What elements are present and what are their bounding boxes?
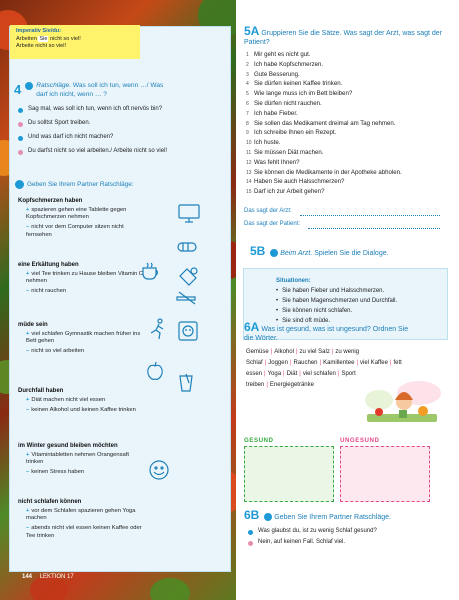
sentence-item (246, 111, 298, 117)
sentence-number: 12 (246, 159, 252, 166)
situations-label: Situationen: (276, 278, 311, 284)
doctor-answer-line[interactable] (300, 215, 440, 216)
word-chip[interactable]: Gemüse (246, 349, 269, 355)
dialogue-text: Nein, auf keinen Fall. Schlaf viel. (258, 539, 346, 545)
exercise-title: Spielen Sie die Dialoge. (312, 250, 389, 257)
sentence-text: Ich schreibe Ihnen ein Rezept. (254, 129, 337, 137)
exercise-number: 4 (14, 82, 22, 97)
imperative-line-1: Arbeiten Sie nicht so viel! (16, 35, 81, 42)
gesund-drop-area[interactable] (244, 446, 334, 502)
advice-item (26, 271, 144, 286)
lesson-label: LEKTION 17 (39, 574, 74, 580)
dialogue-line (18, 134, 188, 142)
sentence-text: Haben Sie auch Halsschmerzen? (254, 178, 345, 186)
word-separator: | (299, 371, 301, 378)
sentence-text: Sie müssen Diät machen. (254, 149, 324, 156)
sentence-text: Was fehlt Ihnen? (254, 158, 300, 166)
advice-text: nicht rauchen (31, 288, 67, 295)
exercise-4-heading (14, 82, 176, 99)
sentence-text: Ich habe Kopfschmerzen. (254, 60, 324, 68)
situation-item: • Sie haben Magenschmerzen und Durchfall. (276, 298, 397, 304)
word-separator: | (356, 360, 359, 367)
speaker-dot (18, 136, 23, 141)
right-page (236, 0, 459, 600)
pill-icon (176, 240, 198, 254)
running-person-icon (146, 318, 168, 340)
exercise-5a-heading (244, 24, 449, 48)
exercise-title: Was soll ich tun, wenn …/ Was darf ich nicht, wenn … ? (36, 82, 164, 98)
sentence-number: 8 (246, 120, 249, 127)
dialogue-line (18, 106, 188, 114)
plus-icon: + (26, 207, 30, 213)
sentence-text: Ich huste. (254, 139, 281, 147)
sentence-item (246, 91, 352, 97)
advice-item (26, 207, 144, 222)
smiley-icon (148, 459, 170, 481)
word-chip[interactable]: Kamillentee (323, 360, 355, 367)
word-separator: | (270, 349, 273, 355)
sentence-text: Wie lange muss ich im Bett bleiben? (254, 90, 353, 98)
word-separator: | (264, 371, 266, 378)
advice-text: nicht so viel arbeiten (31, 348, 85, 355)
dialogue-text: Du solltst Sport treiben. (28, 120, 91, 126)
advice-item (26, 525, 144, 540)
plus-icon: + (26, 452, 30, 458)
word-chip[interactable]: fett essen (246, 360, 402, 378)
word-chip[interactable]: zu wenig Schlaf (246, 349, 360, 367)
sentence-text: Sie dürfen keinen Kaffee trinken. (254, 80, 343, 88)
woman-with-food-illustration (359, 380, 445, 432)
advice-text: Diät machen nicht viel essen (31, 397, 106, 403)
imperative-title: Imperativ Sie/du: (16, 28, 62, 34)
ungesund-label: UNGESUND (340, 437, 380, 444)
page-number: 144 (22, 574, 33, 580)
sentence-number: 14 (246, 179, 252, 186)
advice-text: spazieren gehen eine Tablette gegen Kopfschmerzen nehmen (26, 207, 127, 221)
word-separator: | (331, 349, 334, 355)
minus-icon: – (26, 469, 30, 476)
advice-text: abends nicht viel essen keinen Kaffee oder Tee trinken (26, 525, 142, 539)
word-separator: | (289, 360, 292, 367)
exercise-number: 5A (244, 24, 260, 38)
plus-icon: + (26, 331, 30, 337)
sentence-number: 6 (246, 101, 249, 107)
plus-icon: + (26, 397, 30, 403)
word-chip[interactable]: Sport treiben (246, 371, 356, 389)
category-heading: Kopfschmerzen haben (18, 198, 83, 204)
word-chip[interactable]: Joggen (268, 360, 288, 367)
audio-icon[interactable] (25, 82, 33, 90)
advice-item (26, 407, 144, 414)
dialogue-line (248, 528, 377, 536)
sentence-number: 5 (246, 91, 249, 98)
exercise-number: 5B (250, 244, 266, 258)
word-separator: | (337, 371, 340, 378)
category-heading: müde sein (18, 322, 48, 328)
patient-answer-line[interactable] (308, 228, 440, 229)
exercise-6a-heading (244, 320, 419, 344)
speaker-dot (18, 108, 23, 113)
speech-icon (264, 513, 272, 521)
category-heading: im Winter gesund bleiben möchten (18, 443, 118, 449)
exercise-title: Gruppieren Sie die Sätze. Was sagt der Arzt, was sagt der Patient? (244, 30, 443, 46)
word-chip[interactable]: Energiegetränke (269, 382, 314, 389)
speaker-dot (248, 530, 253, 535)
imperative-highlight: Sie (39, 35, 48, 42)
dialogue-text: Was glaubst du, ist zu wenig Schlaf gesund? (258, 528, 377, 534)
advice-item (26, 348, 144, 355)
apple-icon (145, 361, 165, 381)
sentence-text: Darf ich zur Arbeit gehen? (254, 188, 325, 196)
word-separator: | (389, 360, 392, 367)
advice-text: keinen Stress haben (31, 469, 85, 476)
speaker-dot (18, 122, 23, 127)
imperative-line-2: Arbeite nicht so viel! (16, 43, 67, 50)
sentence-number: 7 (246, 110, 249, 117)
advice-text: viel schlafen Gymnastik machen früher ins Bett gehen (26, 331, 141, 345)
exercise-title: Geben Sie Ihrem Partner Ratschläge. (274, 514, 391, 521)
sentence-text: Mir geht es nicht gut. (254, 51, 311, 58)
sentence-item (246, 160, 300, 166)
category-heading: Durchfall haben (18, 388, 64, 394)
sentence-number: 1 (246, 52, 249, 58)
minus-icon: – (26, 288, 30, 295)
speaker-dot (248, 541, 253, 546)
word-chip[interactable]: viel schlafen (302, 371, 336, 378)
computer-icon (177, 203, 201, 225)
sentence-item (246, 150, 323, 156)
word-separator: | (283, 371, 285, 378)
sentence-item (246, 52, 311, 58)
word-separator: | (295, 349, 298, 355)
sentence-number: 2 (246, 61, 249, 68)
sentence-item (246, 179, 344, 185)
dialogue-line (18, 148, 188, 156)
imperative-box (10, 25, 140, 59)
sentence-item (246, 130, 336, 136)
sentence-item (246, 72, 300, 78)
advice-item (26, 331, 144, 346)
sentence-number: 13 (246, 169, 252, 176)
sentence-number: 10 (246, 140, 252, 147)
advice-item (26, 508, 144, 523)
advice-item (26, 288, 144, 295)
category-heading: nicht schlafen können (18, 499, 82, 505)
dialogue-line (248, 539, 345, 547)
advice-item (26, 397, 144, 404)
sentence-number: 15 (246, 189, 252, 196)
word-separator: | (319, 360, 322, 367)
situation-item: • Sie haben Fieber und Halsschmerzen. (276, 288, 384, 294)
dialogue-line (18, 120, 188, 128)
exercise-title-italic: Ratschläge. (36, 82, 72, 89)
greens-decor-2 (150, 578, 190, 600)
ungesund-drop-area[interactable] (340, 446, 430, 502)
advice-item (26, 452, 144, 467)
exercise-title: Was ist gesund, was ist ungesund? Ordnen Sie die Wörter. (244, 326, 409, 342)
audio-icon[interactable] (270, 249, 278, 257)
dialogue-text: Sag mal, was soll ich tun, wenn ich oft nervös bin? (28, 106, 163, 112)
juice-glass-icon (177, 373, 195, 393)
word-separator: | (266, 382, 268, 389)
exercise-title-italic: Beim Arzt. (280, 250, 313, 257)
situation-item: • Sie können nicht schlafen. (276, 308, 352, 314)
advice-text: keinen Alkohol und keinen Kaffee trinken (31, 406, 136, 413)
sentence-item (246, 121, 395, 127)
tea-cup-icon (140, 262, 162, 280)
sentence-number: 9 (246, 130, 249, 137)
category-heading: eine Erkältung haben (18, 262, 79, 268)
minus-icon: – (26, 224, 30, 231)
advice-text: viel Tee trinken zu Hause bleiben Vitamin C nehmen (26, 271, 143, 285)
advice-text: vor dem Schlafen spazieren gehen Yoga machen (26, 508, 136, 522)
sentence-item (246, 81, 342, 87)
minus-icon: – (26, 348, 30, 355)
vitamin-icon (178, 266, 200, 286)
exercise-number: 6A (244, 320, 260, 334)
dialogue-text: Und was darf ich nicht machen? (28, 134, 114, 140)
speaker-dot (18, 150, 23, 155)
minus-icon: – (26, 406, 30, 413)
advice-text: Vitamintabletten nehmen Orangensaft trinken (26, 452, 129, 466)
sentence-text: Sie dürfen nicht rauchen. (254, 100, 322, 107)
sentence-text: Sie können die Medikamente in der Apotheke abholen. (254, 168, 402, 176)
advice-item (26, 224, 144, 239)
word-chip[interactable]: Alkohol (274, 349, 294, 355)
sentence-item (246, 140, 280, 146)
partner-advice-heading (14, 180, 134, 189)
sentence-number: 3 (246, 71, 249, 78)
doctor-label: Das sagt der Arzt: (244, 208, 292, 214)
sentence-text: Ich habe Fieber. (254, 109, 298, 117)
exercise-6b-heading (244, 508, 454, 523)
sleepy-face-icon (177, 320, 199, 342)
advice-item (26, 469, 144, 476)
no-smoking-icon (175, 290, 199, 306)
plus-icon: + (26, 271, 30, 277)
word-chip[interactable]: zu viel Salz (299, 349, 330, 355)
sentence-item (246, 101, 322, 107)
sentence-item (246, 170, 402, 176)
exercise-5b-heading (250, 244, 450, 259)
advice-text: nicht vor dem Computer sitzen nicht fernsehen (26, 224, 124, 238)
plus-icon: + (26, 508, 30, 514)
sentence-item (246, 62, 323, 68)
sentence-number: 11 (246, 150, 252, 156)
situation-item: • Sie sind oft müde. (276, 318, 330, 324)
speech-icon (15, 180, 24, 189)
sentence-number: 4 (246, 81, 249, 88)
patient-label: Das sagt der Patient: (244, 221, 301, 227)
word-chip[interactable]: Diät (286, 371, 298, 378)
word-chip[interactable]: Yoga (267, 371, 282, 378)
dialogue-text: Du darfst nicht so viel arbeiten./ Arbeite nicht so viel! (28, 148, 168, 154)
exercise-number: 6B (244, 508, 260, 522)
gesund-label: GESUND (244, 437, 274, 444)
sentence-text: Gute Besserung. (254, 70, 300, 78)
word-separator: | (264, 360, 267, 367)
sentence-item (246, 189, 324, 195)
partner-advice-title: Geben Sie Ihrem Partner Ratschläge: (27, 181, 134, 188)
word-chip[interactable]: viel Kaffee (360, 360, 388, 367)
sentence-text: Sie sollen das Medikament dreimal am Tag nehmen. (254, 119, 396, 127)
page-footer (22, 574, 74, 580)
minus-icon: – (26, 525, 30, 532)
word-chip[interactable]: Rauchen (293, 360, 318, 367)
